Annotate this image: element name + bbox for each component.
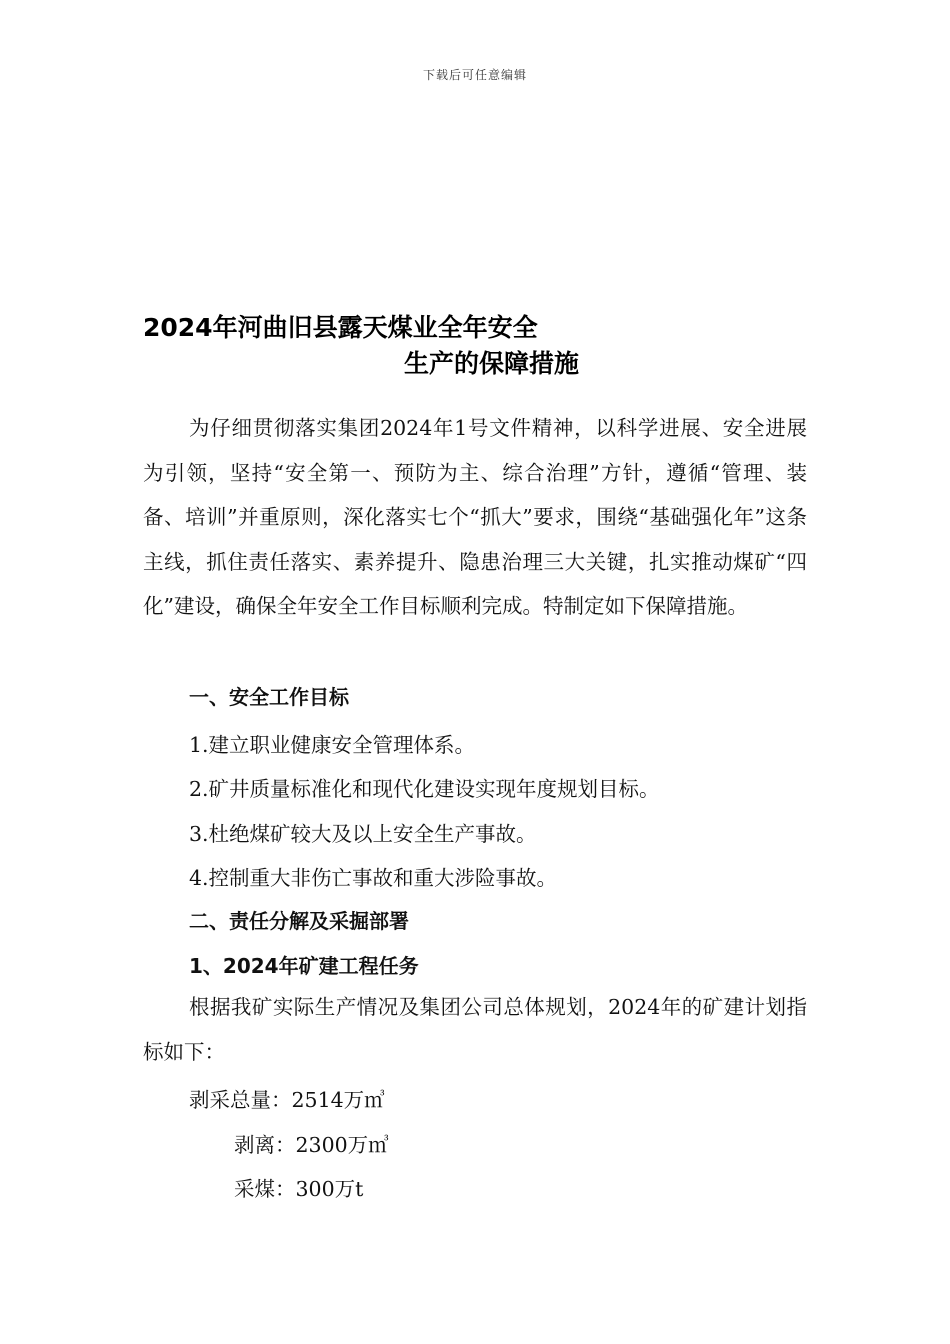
- document-title-line-1: 2024年河曲旧县露天煤业全年安全: [143, 313, 538, 342]
- page-header-note: 下载后可任意编辑: [422, 68, 527, 82]
- goal-item-3: 3.杜绝煤矿较大及以上安全生产事故。: [189, 822, 537, 846]
- subsection-1-heading: 1、2024年矿建工程任务: [189, 954, 419, 978]
- goal-item-4: 4.控制重大非伤亡事故和重大涉险事故。: [189, 866, 558, 890]
- document-title-line-2: 生产的保障措施: [404, 349, 580, 378]
- intro-paragraph: 为仔细贯彻落实集团2024年1号文件精神，以科学进展、安全进展为引领，坚持“安全第一、预防为主、综合治理”方针，遵循“管理、装备、培训”并重原则，深化落实七个“抓大”要求，围绕“基础强化年”这条主线，抓住责任落实、素养提升、隐患治理三大关键，扎实推动煤矿“四化”建设，确保全年安全工作目标顺利完成。特制定如下保障措施。: [143, 416, 807, 618]
- coal-mining-line: 采煤：300万t: [234, 1177, 364, 1201]
- total-volume-line: 剥采总量：2514万㎥: [189, 1088, 385, 1112]
- stripping-line: 剥离：2300万㎥: [234, 1133, 389, 1157]
- section-1-heading: 一、安全工作目标: [189, 685, 349, 709]
- goal-item-2: 2.矿井质量标准化和现代化建设实现年度规划目标。: [189, 777, 660, 801]
- plan-paragraph: 根据我矿实际生产情况及集团公司总体规划，2024年的矿建计划指标如下：: [143, 995, 807, 1064]
- section-2-heading: 二、责任分解及采掘部署: [189, 909, 409, 933]
- goal-item-1: 1.建立职业健康安全管理体系。: [189, 733, 476, 757]
